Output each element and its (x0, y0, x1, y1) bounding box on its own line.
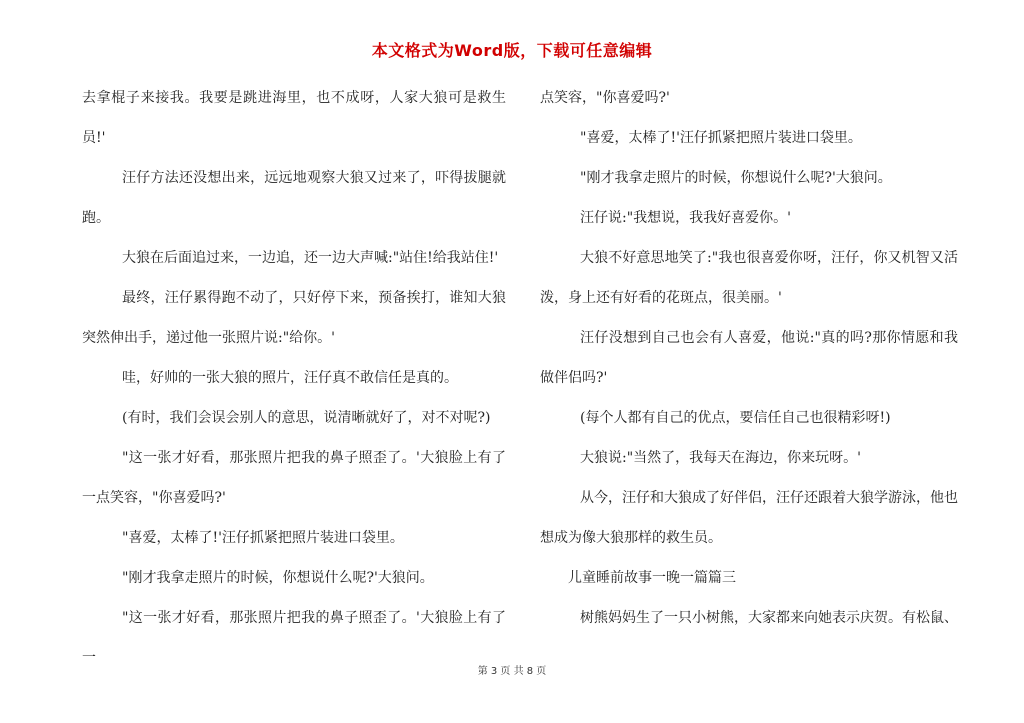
paragraph: "喜爱，太棒了!'汪仔抓紧把照片装进口袋里。 (122, 530, 404, 546)
paragraph: 树熊妈妈生了一只小树熊，大家都来向她表示庆贺。有松鼠、 (580, 610, 958, 626)
paragraph: 点笑容，"你喜爱吗?' (540, 90, 670, 106)
paragraph: 大狼在后面追过来，一边追，还一边大声喊:"站住!给我站住!' (122, 250, 499, 266)
right-column (540, 78, 958, 638)
paragraph: (有时，我们会误会别人的意思，说清晰就好了，对不对呢?) (122, 410, 491, 426)
paragraph: "刚才我拿走照片的时候，你想说什么呢?'大狼问。 (122, 570, 434, 586)
page-number: 第 3 页 共 8 页 (477, 666, 547, 677)
paragraph: "这一张才好看，那张照片把我的鼻子照歪了。'大狼脸上有了一 (82, 610, 506, 666)
paragraph: 从今，汪仔和大狼成了好伴侣，汪仔还跟着大狼学游泳，他也想成为像大狼那样的救生员。 (540, 490, 958, 546)
section-title: 儿童睡前故事一晚一篇篇三 (568, 570, 736, 586)
paragraph: 汪仔没想到自己也会有人喜爱，他说:"真的吗?那你情愿和我做伴侣吗?' (540, 330, 958, 386)
paragraph: 大狼说:"当然了，我每天在海边，你来玩呀。' (580, 450, 862, 466)
paragraph: "刚才我拿走照片的时候，你想说什么呢?'大狼问。 (580, 170, 892, 186)
document-header: 本文格式为Word版，下载可任意编辑 (371, 41, 653, 60)
paragraph: 汪仔说:"我想说，我我好喜爱你。' (580, 210, 792, 226)
paragraph: 大狼不好意思地笑了:"我也很喜爱你呀，汪仔，你又机智又活泼，身上还有好看的花斑点，很美丽。' (540, 250, 958, 306)
paragraph: "喜爱，太棒了!'汪仔抓紧把照片装进口袋里。 (580, 130, 862, 146)
paragraph: 最终，汪仔累得跑不动了，只好停下来，预备挨打，谁知大狼突然伸出手，递过他一张照片说:"给你。' (82, 290, 506, 346)
paragraph: "这一张才好看，那张照片把我的鼻子照歪了。'大狼脸上有了一点笑容，"你喜爱吗?' (82, 450, 506, 506)
paragraph: (每个人都有自己的优点，要信任自己也很精彩呀!) (580, 410, 891, 426)
paragraph: 汪仔方法还没想出来，远远地观察大狼又过来了，吓得拔腿就跑。 (82, 170, 506, 226)
paragraph: 哇，好帅的一张大狼的照片，汪仔真不敢信任是真的。 (122, 370, 458, 386)
left-column (82, 78, 506, 678)
paragraph: 去拿棍子来接我。我要是跳进海里，也不成呀，人家大狼可是救生员!' (82, 90, 506, 146)
